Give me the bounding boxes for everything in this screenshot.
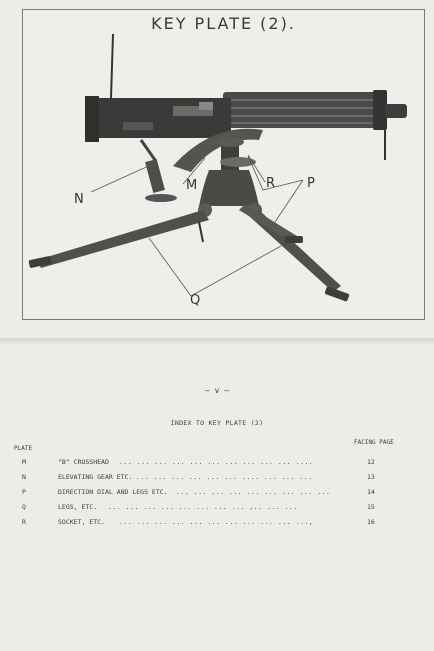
machine-gun-illustration	[23, 10, 424, 319]
row-plate-letter: M	[22, 458, 26, 466]
row-description: "B" CROSSHEAD	[58, 458, 109, 466]
row-description: LEGS, ETC.	[58, 503, 98, 511]
index-row	[0, 503, 434, 515]
row-facing-page: 13	[367, 473, 375, 481]
index-row	[0, 518, 434, 530]
row-facing-page: 12	[367, 458, 375, 466]
row-plate-letter: Q	[22, 503, 26, 511]
index-page	[0, 344, 434, 651]
callout-p: P	[307, 176, 315, 191]
row-leader-dots: ... ... ... ... ... ... .... ... ... ...	[136, 473, 313, 481]
callout-n: N	[74, 192, 84, 207]
index-row	[0, 488, 434, 500]
index-title: INDEX TO KEY PLATE (2)	[170, 419, 264, 427]
row-leader-dots: ... ... ... ... ... ... ... ... ,.. ... ...	[108, 503, 298, 511]
row-facing-page: 15	[367, 503, 375, 511]
column-header-plate: PLATE	[14, 445, 33, 452]
page-number: — v —	[204, 386, 230, 395]
callout-r: R	[266, 176, 276, 191]
callout-m: M	[186, 178, 198, 193]
row-facing-page: 16	[367, 518, 375, 526]
column-header-facing-page: FACING PAGE	[354, 439, 394, 446]
row-plate-letter: N	[22, 473, 26, 481]
callout-q: Q	[190, 293, 201, 308]
row-description: ELEVATING GEAR ETC.	[58, 473, 133, 481]
row-leader-dots: ... ... ... ... ... ... ... ... ... ... ....	[119, 458, 314, 466]
row-facing-page: 14	[367, 488, 375, 496]
row-plate-letter: P	[22, 488, 26, 496]
row-leader-dots: ... ... ... ... ... ... ... ... ...	[176, 488, 331, 496]
row-leader-dots: ... ... ... ... ... ... ... ... ... ... ...,	[119, 518, 314, 526]
plate-title: KEY PLATE (2).	[151, 14, 296, 33]
index-row	[0, 473, 434, 485]
row-description: SOCKET, ETC.	[58, 518, 105, 526]
key-plate-frame	[22, 9, 425, 320]
row-description: DIRECTION DIAL AND LEGS ETC.	[58, 488, 168, 496]
row-plate-letter: R	[22, 518, 26, 526]
index-row	[0, 458, 434, 470]
